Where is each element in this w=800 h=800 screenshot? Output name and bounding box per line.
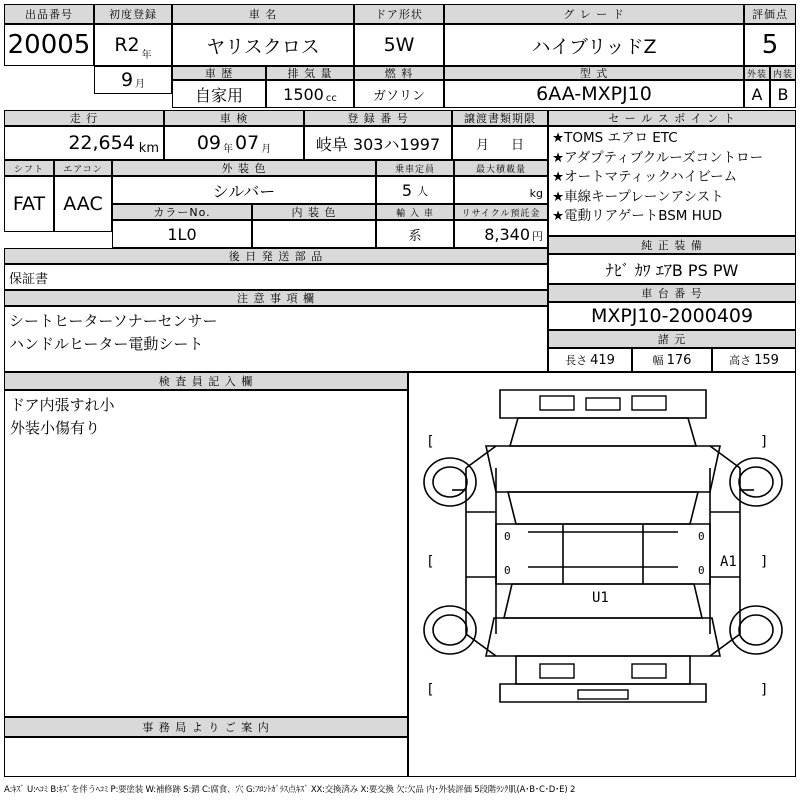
svg-text:0: 0 xyxy=(698,530,705,543)
length-value: 419 xyxy=(590,352,615,368)
bracket-mark: ] xyxy=(760,554,769,570)
recycle-label: リサイクル預託金 xyxy=(454,204,548,220)
plate-value: 岐阜 303ハ1997 xyxy=(304,126,452,160)
ext-grade-label: 外装 xyxy=(744,66,770,80)
recycle-value xyxy=(454,220,548,248)
mileage-label: 走 行 xyxy=(4,110,164,126)
plate-label: 登 録 番 号 xyxy=(304,110,452,126)
recycle-unit: 円 xyxy=(532,230,543,243)
first-reg-year-unit: 年 xyxy=(141,50,152,61)
legend-footer: A:ｷｽﾞ U:ﾍｺﾐ B:ｷｽﾞを伴うﾍｺﾐ P:要塗装 W:補修跡 S:錆 C:腐食、穴 G:ﾌﾛﾝﾄｶﾞﾗｽ点ｷｽﾞ XX:交換済み X:要交換 欠:欠品 内･外装評価 5段階ﾗﾝｸ肌(A･B･C･D･E) 2 xyxy=(4,785,576,795)
bracket-mark: ] xyxy=(760,682,769,698)
mileage: 22,654 xyxy=(68,132,135,154)
first-reg-year-value xyxy=(94,24,172,66)
notes-body xyxy=(4,306,548,372)
seats-value xyxy=(376,176,454,204)
history-value: 自家用 xyxy=(172,80,266,108)
ext-color-value: シルバー xyxy=(112,176,376,204)
import-value: 系 xyxy=(376,220,454,248)
mileage-value xyxy=(4,126,164,160)
bracket-mark: [ xyxy=(426,434,435,450)
height-label: 高さ xyxy=(729,354,752,367)
chassis-no-value: MXPJ10-2000409 xyxy=(548,302,796,330)
max-load-value xyxy=(454,176,548,204)
sales-point-line: ★TOMS エアロ ETC xyxy=(552,130,678,146)
displacement-value xyxy=(266,80,354,108)
int-color-value xyxy=(252,220,376,248)
bracket-mark: [ xyxy=(426,682,435,698)
ext-color-label: 外 装 色 xyxy=(112,160,376,176)
grade-value: ハイブリッドZ xyxy=(444,24,744,66)
max-load-unit: kg xyxy=(529,187,543,200)
office-notice-label: 事 務 局 よ り ご 案 内 xyxy=(4,717,408,737)
car-diagram xyxy=(408,372,798,717)
length-label: 長さ xyxy=(565,354,588,367)
svg-text:0: 0 xyxy=(698,564,705,577)
sales-point-label: セ ー ル ス ポ イ ン ト xyxy=(548,110,796,126)
fuel-label: 燃 料 xyxy=(354,66,444,80)
office-notice-body xyxy=(4,737,408,777)
svg-text:0: 0 xyxy=(504,530,511,543)
bracket-mark: [ xyxy=(426,554,435,570)
displacement-unit: cc xyxy=(325,93,337,104)
sales-point-line: ★オートマティックハイビーム xyxy=(552,169,738,185)
width-value: 176 xyxy=(666,352,692,368)
seats: 5 xyxy=(401,180,413,200)
displacement: 1500 xyxy=(283,84,324,104)
notes-line: ハンドルヒーター電動シート xyxy=(9,335,204,353)
shaken-year-unit: 年 xyxy=(223,144,233,155)
first-reg-year: R2 xyxy=(114,34,140,56)
length-cell xyxy=(548,348,632,372)
sales-point-line: ★アダプティブクルーズコントロー xyxy=(552,149,764,166)
displacement-label: 排 気 量 xyxy=(266,66,354,80)
exhibit-no-label: 出品番号 xyxy=(4,4,94,24)
first-reg-month-value xyxy=(94,66,172,94)
svg-text:0: 0 xyxy=(504,564,511,577)
history-label: 車 歴 xyxy=(172,66,266,80)
color-no-label: カラーNo. xyxy=(112,204,252,220)
max-load-label: 最大積載量 xyxy=(454,160,548,176)
import-label: 輸 入 車 xyxy=(376,204,454,220)
transfer-month: 月 xyxy=(475,137,489,153)
shaken-label: 車 検 xyxy=(164,110,304,126)
first-reg-month-unit: 月 xyxy=(135,79,146,90)
door-shape-label: ドア形状 xyxy=(354,4,444,24)
damage-mark: A1 xyxy=(720,554,737,570)
shaken-month-unit: 月 xyxy=(261,144,272,155)
color-no-value: 1L0 xyxy=(112,220,252,248)
score-value: 5 xyxy=(744,24,796,66)
sales-point-body xyxy=(548,126,796,236)
int-grade-value: B xyxy=(770,80,796,108)
model-code-label: 型 式 xyxy=(444,66,744,80)
car-name-label: 車 名 xyxy=(172,4,354,24)
inspection-label: 検 査 員 記 入 欄 xyxy=(4,372,408,390)
inspection-body xyxy=(4,390,408,717)
int-grade-label: 内装 xyxy=(770,66,796,80)
ac-value: AAC xyxy=(54,176,112,232)
sales-point-line: ★車線キープレーンアシスト xyxy=(552,188,724,205)
first-reg-label: 初度登録 xyxy=(94,4,172,24)
int-color-label: 内 装 色 xyxy=(252,204,376,220)
transfer-day: 日 xyxy=(511,137,525,153)
exhibit-no-value: 20005 xyxy=(4,24,94,66)
genuine-equipment-value: ﾅﾋﾞ ｶﾜ ｴｱB PS PW xyxy=(548,254,796,284)
first-reg-month: 9 xyxy=(120,69,134,91)
dimensions-label: 諸 元 xyxy=(548,330,796,348)
grade-label: グ レ ー ド xyxy=(444,4,744,24)
shift-label: シフト xyxy=(4,160,54,176)
notes-line: シートヒーターソナーセンサー xyxy=(9,312,218,330)
shaken-value xyxy=(164,126,304,160)
height-value: 159 xyxy=(754,352,779,368)
fuel-value: ガソリン xyxy=(354,80,444,108)
seats-unit: 人 xyxy=(417,185,429,198)
recycle-amount: 8,340 xyxy=(484,224,530,244)
transfer-deadline-label: 譲渡書類期限 xyxy=(452,110,548,126)
width-cell xyxy=(632,348,712,372)
ac-label: エアコン xyxy=(54,160,112,176)
mileage-unit: km xyxy=(138,141,159,156)
later-parts-value: 保証書 xyxy=(4,264,548,290)
sales-point-line: ★電動リアゲートBSM HUD xyxy=(552,208,723,224)
shaken-year: 09 xyxy=(196,132,221,154)
shift-value: FAT xyxy=(4,176,54,232)
bracket-mark: ] xyxy=(760,434,769,450)
seats-label: 乗車定員 xyxy=(376,160,454,176)
damage-mark: U1 xyxy=(592,590,609,606)
score-label: 評価点 xyxy=(744,4,796,24)
height-cell xyxy=(712,348,796,372)
width-label: 幅 xyxy=(652,354,664,367)
notes-label: 注 意 事 項 欄 xyxy=(4,290,548,306)
car-outline-svg xyxy=(408,372,798,717)
inspection-line: ドア内張すれ小 xyxy=(10,396,115,414)
ext-grade-value: A xyxy=(744,80,770,108)
shaken-month: 07 xyxy=(235,132,260,154)
transfer-deadline-value xyxy=(452,126,548,160)
model-code-value: 6AA-MXPJ10 xyxy=(444,80,744,108)
car-name-value: ヤリスクロス xyxy=(172,24,354,66)
inspection-line: 外装小傷有り xyxy=(10,419,101,437)
door-shape-value: 5W xyxy=(354,24,444,66)
chassis-no-label: 車 台 番 号 xyxy=(548,284,796,302)
genuine-equipment-label: 純 正 装 備 xyxy=(548,236,796,254)
later-parts-label: 後 日 発 送 部 品 xyxy=(4,248,548,264)
